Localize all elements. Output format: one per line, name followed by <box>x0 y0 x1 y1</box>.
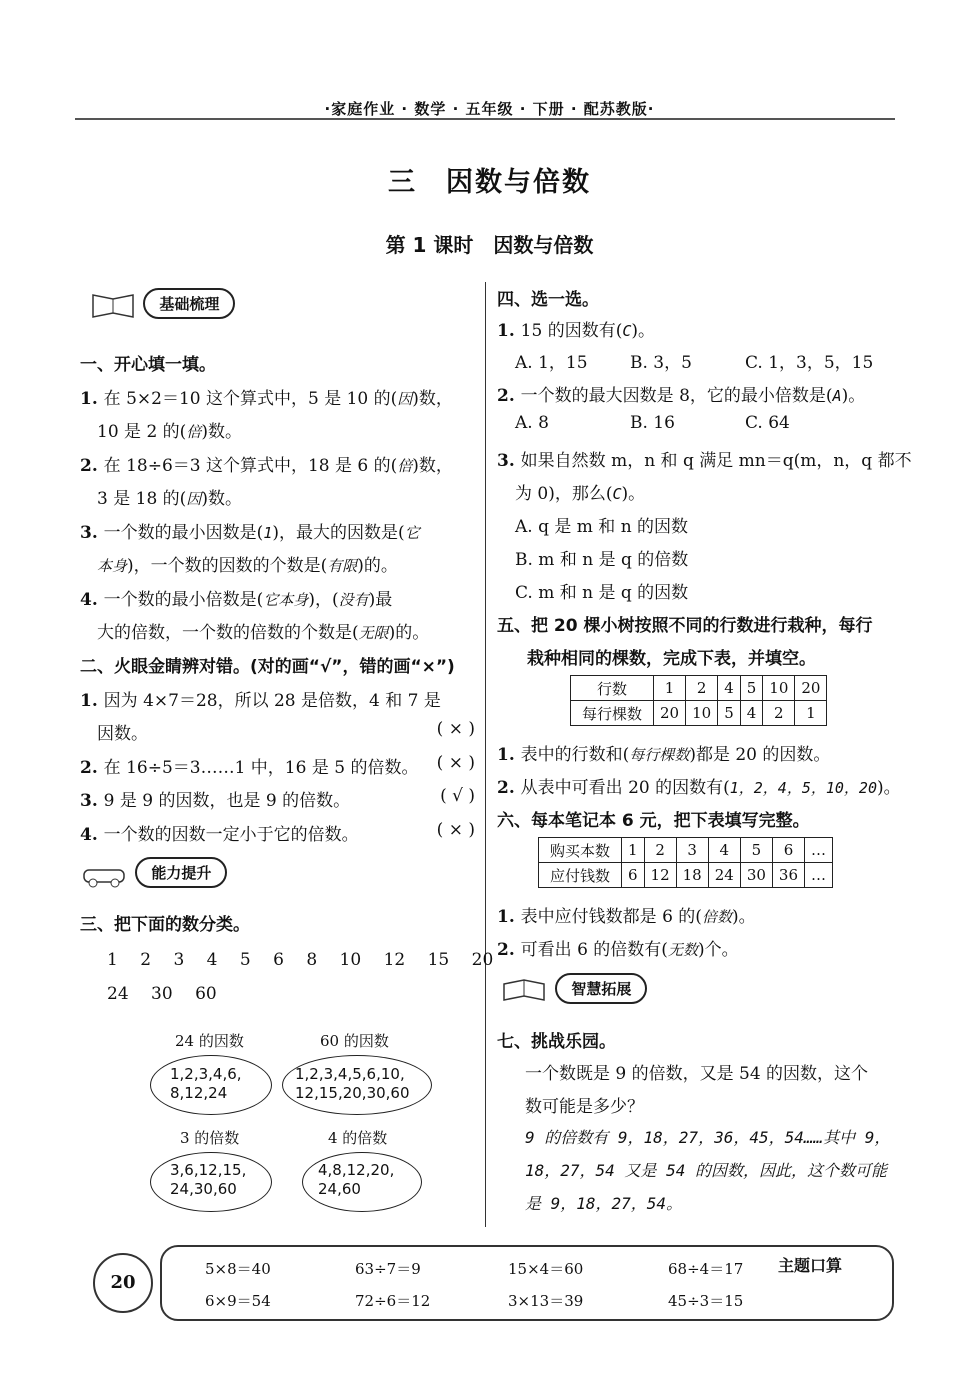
answer-line-2: 18，27，54 又是 54 的因数，因此，这个数可能 <box>525 1161 887 1180</box>
section-6-heading: 六、每本笔记本 6 元，把下表填写完整。 <box>497 811 810 831</box>
group-values-3-multiples: 3,6,12,15, 24,30,60 <box>170 1161 247 1198</box>
answer-line-3: 是 9，18，27，54。 <box>525 1194 683 1213</box>
numbers-row-1: 1 2 3 4 5 6 8 10 12 15 20 <box>107 950 494 970</box>
section-3-heading: 三、把下面的数分类。 <box>80 915 250 935</box>
c3-line-a: 3. 如果自然数 m，n 和 q 满足 mn＝q(m，n，q 都不 <box>497 451 912 471</box>
f2-line: 2. 从表中可看出 20 的因数有(1，2，4，5，10，20)。 <box>497 778 901 798</box>
q4-line-a: 4. 一个数的最小倍数是(它本身)，(没有)最 <box>80 590 393 610</box>
section-2-heading: 二、火眼金睛辨对错。(对的画“√”，错的画“×”) <box>80 657 455 677</box>
j1-line-a: 1. 因为 4×7＝28，所以 28 是倍数，4 和 7 是 <box>80 691 441 711</box>
c2-option-b: B. 16 <box>630 413 675 433</box>
q4-line-b: 大的倍数，一个数的倍数的个数是(无限)的。 <box>97 623 430 643</box>
c1-line: 1. 15 的因数有(C)。 <box>497 321 656 341</box>
group-label-4-multiples: 4 的倍数 <box>328 1129 388 1147</box>
problem-line-1: 一个数既是 9 的倍数，又是 54 的因数，这个 <box>525 1064 869 1084</box>
section-4-heading: 四、选一选。 <box>497 290 599 310</box>
q3-line-a: 3. 一个数的最小因数是(1)，最大的因数是(它 <box>80 523 420 543</box>
table-row: 每行棵数 20 10 5 4 2 1 <box>571 701 827 726</box>
c2-line: 2. 一个数的最大因数是 8，它的最小倍数是(A)。 <box>497 386 866 406</box>
c2-option-c: C. 64 <box>745 413 790 433</box>
page-number: 20 <box>93 1253 153 1313</box>
section-1-heading: 一、开心填一填。 <box>80 355 216 375</box>
banner-ability <box>80 857 227 887</box>
q2-line-a: 2. 在 18÷6＝3 这个算式中，18 是 6 的(倍)数， <box>80 456 453 476</box>
problem-line-2: 数可能是多少？ <box>525 1097 644 1117</box>
banner-basic <box>88 288 235 318</box>
calc-item: 5×8＝40 <box>205 1260 271 1278</box>
group-label-24-factors: 24 的因数 <box>175 1032 244 1050</box>
section-5-heading-b: 栽种相同的棵数，完成下表，并填空。 <box>527 649 816 669</box>
calc-item: 68÷4＝17 <box>668 1260 744 1278</box>
group-values-4-multiples: 4,8,12,20, 24,60 <box>318 1161 395 1198</box>
banner-wisdom <box>500 973 647 1003</box>
header-divider <box>75 118 895 120</box>
group-label-60-factors: 60 的因数 <box>320 1032 389 1050</box>
c3-line-b: 为 0)，那么(C)。 <box>515 484 646 504</box>
calc-item: 72÷6＝12 <box>355 1292 431 1310</box>
rows-table <box>570 675 827 726</box>
calc-item: 3×13＝39 <box>508 1292 584 1310</box>
column-divider <box>485 282 486 1227</box>
q3-line-b: 本身)，一个数的因数的个数是(有限)的。 <box>97 556 398 576</box>
g1-line: 1. 表中应付钱数都是 6 的(倍数)。 <box>497 907 756 927</box>
answer-line-1: 9 的倍数有 9，18，27，36，45，54……其中 9， <box>525 1128 891 1147</box>
car-icon <box>80 860 130 888</box>
c3-option-c: C. m 和 n 是 q 的因数 <box>515 583 689 603</box>
notebook-table <box>538 837 833 888</box>
banner-label: 基础梳理 <box>143 288 235 319</box>
book-icon <box>88 291 138 319</box>
lesson-title: 第 1 课时 因数与倍数 <box>385 233 594 257</box>
group-values-60-factors: 1,2,3,4,5,6,10, 12,15,20,30,60 <box>295 1065 410 1102</box>
calc-item: 15×4＝60 <box>508 1260 584 1278</box>
table-row: 行数 1 2 4 5 10 20 <box>571 676 827 701</box>
c3-option-a: A. q 是 m 和 n 的因数 <box>515 517 689 537</box>
j2-line: 2. 在 16÷5＝3……1 中，16 是 5 的倍数。 ( × ) <box>80 753 475 778</box>
c2-option-a: A. 8 <box>515 413 549 433</box>
group-label-3-multiples: 3 的倍数 <box>180 1129 240 1147</box>
section-5-heading-a: 五、把 20 棵小树按照不同的行数进行栽种，每行 <box>497 616 873 636</box>
c1-option-c: C. 1，3，5，15 <box>745 353 874 373</box>
j3-line: 3. 9 是 9 的因数，也是 9 的倍数。 ( √ ) <box>80 786 475 811</box>
open-book-icon <box>500 976 550 1004</box>
table-row: 应付钱数 6 12 18 24 30 36 … <box>539 863 833 888</box>
chapter-title: 三 因数与倍数 <box>388 167 591 198</box>
table-row: 购买本数 1 2 3 4 5 6 … <box>539 838 833 863</box>
c1-option-b: B. 3，5 <box>630 353 692 373</box>
banner-label: 能力提升 <box>135 857 227 888</box>
f1-line: 1. 表中的行数和(每行棵数)都是 20 的因数。 <box>497 745 831 765</box>
mental-math-tag: 主题口算 <box>778 1256 843 1275</box>
q2-line-b: 3 是 18 的(因)数。 <box>97 489 242 509</box>
g2-line: 2. 可看出 6 的倍数有(无数)个。 <box>497 940 739 960</box>
c3-option-b: B. m 和 n 是 q 的倍数 <box>515 550 689 570</box>
calc-item: 6×9＝54 <box>205 1292 271 1310</box>
banner-label: 智慧拓展 <box>555 973 647 1004</box>
section-7-heading: 七、挑战乐园。 <box>497 1032 616 1052</box>
c1-option-a: A. 1，15 <box>515 353 588 373</box>
j1-line-b: 因数。 ( × ) <box>97 719 475 744</box>
numbers-row-2: 24 30 60 <box>107 984 217 1004</box>
calc-item: 63÷7＝9 <box>355 1260 421 1278</box>
calc-item: 45÷3＝15 <box>668 1292 744 1310</box>
q1-line-a: 1. 在 5×2＝10 这个算式中，5 是 10 的(因)数， <box>80 389 453 409</box>
group-values-24-factors: 1,2,3,4,6, 8,12,24 <box>170 1065 242 1102</box>
page-header: ·家庭作业 · 数学 · 五年级 · 下册 · 配苏教版· <box>324 100 655 118</box>
j4-line: 4. 一个数的因数一定小于它的倍数。 ( × ) <box>80 820 475 845</box>
q1-line-b: 10 是 2 的(倍)数。 <box>97 422 242 442</box>
